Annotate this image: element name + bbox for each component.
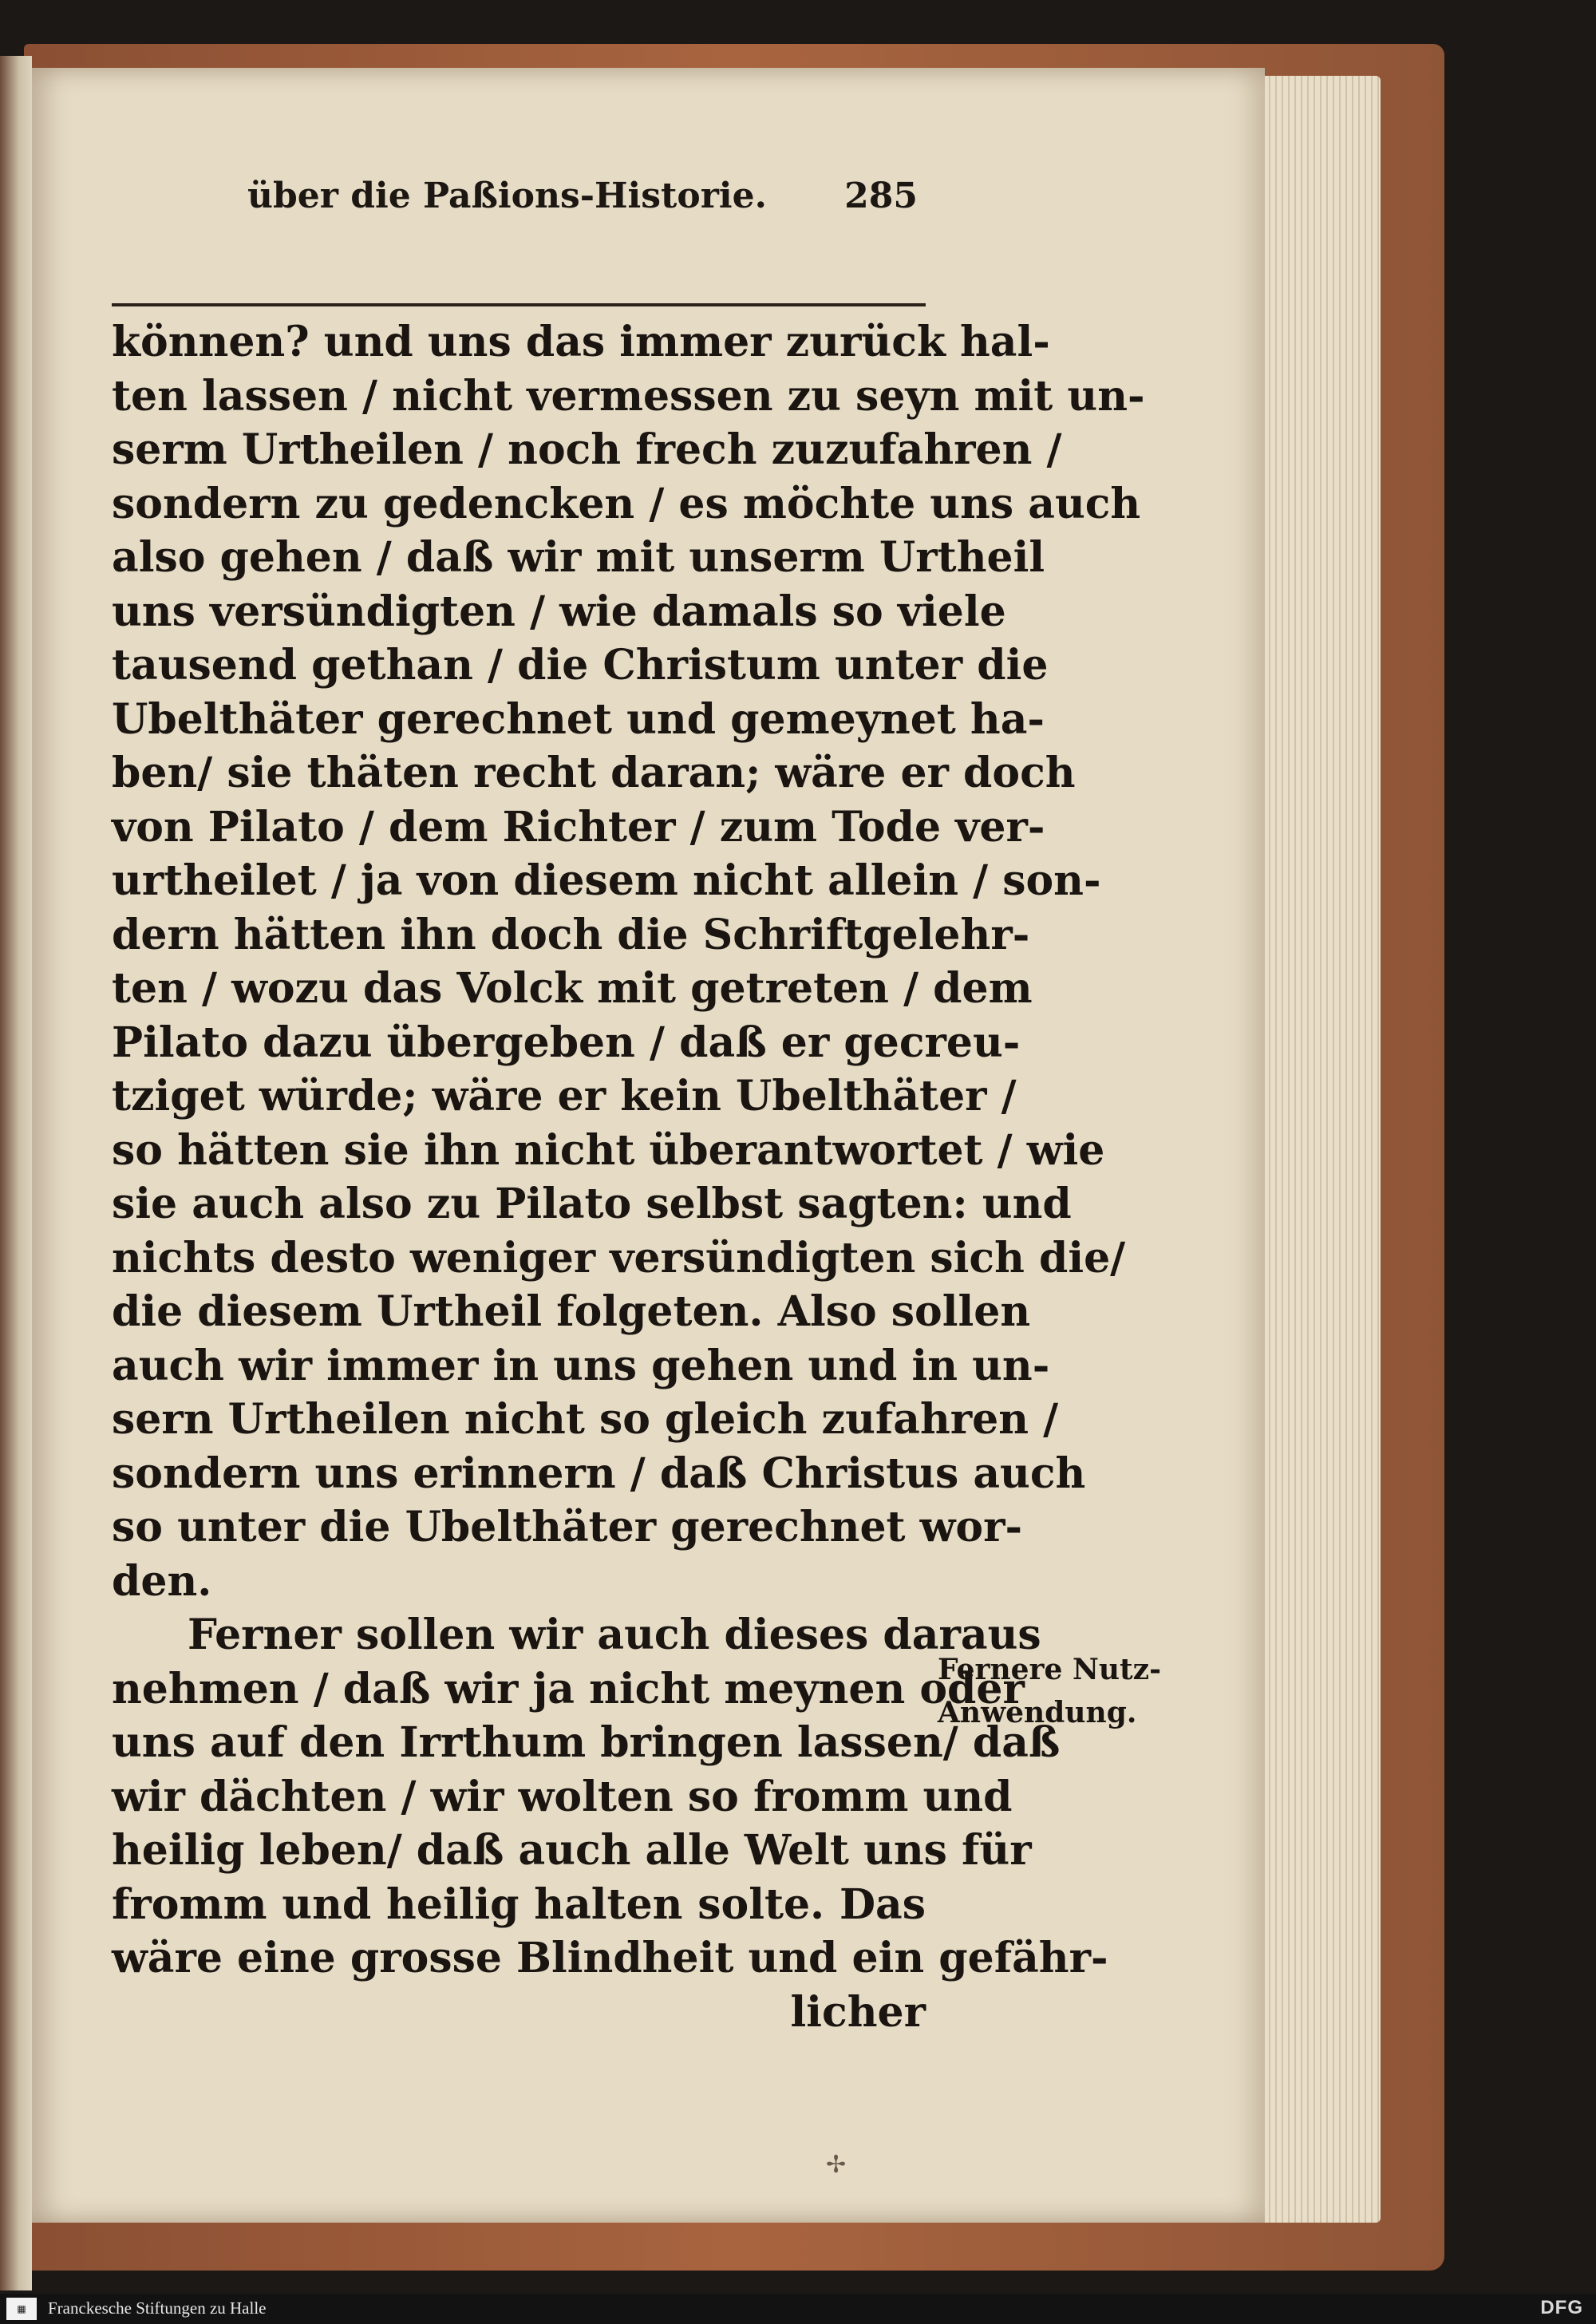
text-line: Ferner sollen wir auch dieses daraus [188, 1611, 1041, 1659]
text-line: können? und uns das immer zurück hal- [112, 318, 1050, 366]
text-line: also gehen / daß wir mit unserm Urtheil [112, 533, 1045, 582]
text-line: sie auch also zu Pilato selbst sagten: und [112, 1180, 1072, 1228]
margin-note-line: Anwendung. [938, 1696, 1137, 1729]
ornament-mark: ✢ [826, 2151, 847, 2179]
text-line: uns versündigten / wie damals so viele [112, 587, 1006, 636]
text-line: sondern uns erinnern / daß Christus auch [112, 1449, 1086, 1498]
text-line: ben/ sie thäten recht daran; wäre er doch [112, 749, 1076, 797]
text-line: wäre eine grosse Blindheit und ein gefähr- [112, 1934, 1108, 1982]
text-line: tziget würde; wäre er kein Ubelthäter / [112, 1072, 1017, 1120]
text-line: nehmen / daß wir ja nicht meynen oder [112, 1664, 1025, 1713]
text-line: uns auf den Irrthum bringen lassen/ daß [112, 1718, 1061, 1767]
text-line: ten lassen / nicht vermessen zu seyn mit un- [112, 371, 1145, 421]
margin-note [938, 1648, 1161, 1734]
text-line: tausend gethan / die Christum unter die [112, 641, 1049, 690]
page-number: 285 [844, 176, 918, 216]
running-head [215, 176, 918, 223]
footer-institution: Franckesche Stiftungen zu Halle [48, 2298, 267, 2318]
page-block-edge [1245, 76, 1381, 2223]
text-line: ten / wozu das Volck mit getreten / dem [112, 964, 1033, 1013]
text-line: den. [112, 1556, 212, 1606]
institution-logo-icon: ▦ [6, 2298, 37, 2320]
text-line: von Pilato / dem Richter / zum Tode ver- [112, 802, 1045, 852]
footer-bar [0, 2294, 1596, 2324]
text-line: urtheilet / ja von diesem nicht allein / son- [112, 856, 1101, 905]
text-line: auch wir immer in uns gehen und in un- [112, 1341, 1050, 1390]
text-line: serm Urtheilen / noch frech zuzufahren / [112, 425, 1062, 474]
margin-note-line: Fernere Nutz- [938, 1653, 1162, 1686]
header-rule [112, 303, 926, 306]
text-line: so unter die Ubelthäter gerechnet wor- [112, 1503, 1023, 1551]
text-line: so hätten sie ihn nicht überantwortet / wie [112, 1125, 1105, 1175]
text-line: Pilato dazu übergeben / daß er gecreu- [112, 1018, 1021, 1067]
catchword: licher [790, 1987, 926, 2037]
book-page [32, 68, 1265, 2223]
text-line: heilig leben/ daß auch alle Welt uns für [112, 1826, 1032, 1875]
text-line: dern hätten ihn doch die Schriftgelehr- [112, 910, 1030, 959]
text-line: nichts desto weniger versündigten sich die/ [112, 1233, 1126, 1283]
footer-brand: DFG [1540, 2297, 1583, 2318]
text-line: fromm und heilig halten solte. Das [112, 1879, 926, 1929]
text-line: Ubelthäter gerechnet und gemeynet ha- [112, 694, 1045, 744]
facing-page-edge [0, 56, 32, 2290]
running-title: über die Paßions-Historie. [247, 176, 767, 216]
text-line: die diesem Urtheil folgeten. Also sollen [112, 1287, 1031, 1336]
text-line: wir dächten / wir wolten so fromm und [112, 1772, 1013, 1821]
text-line: sern Urtheilen nicht so gleich zufahren / [112, 1395, 1059, 1444]
text-line: sondern zu gedencken / es möchte uns auch [112, 479, 1141, 528]
